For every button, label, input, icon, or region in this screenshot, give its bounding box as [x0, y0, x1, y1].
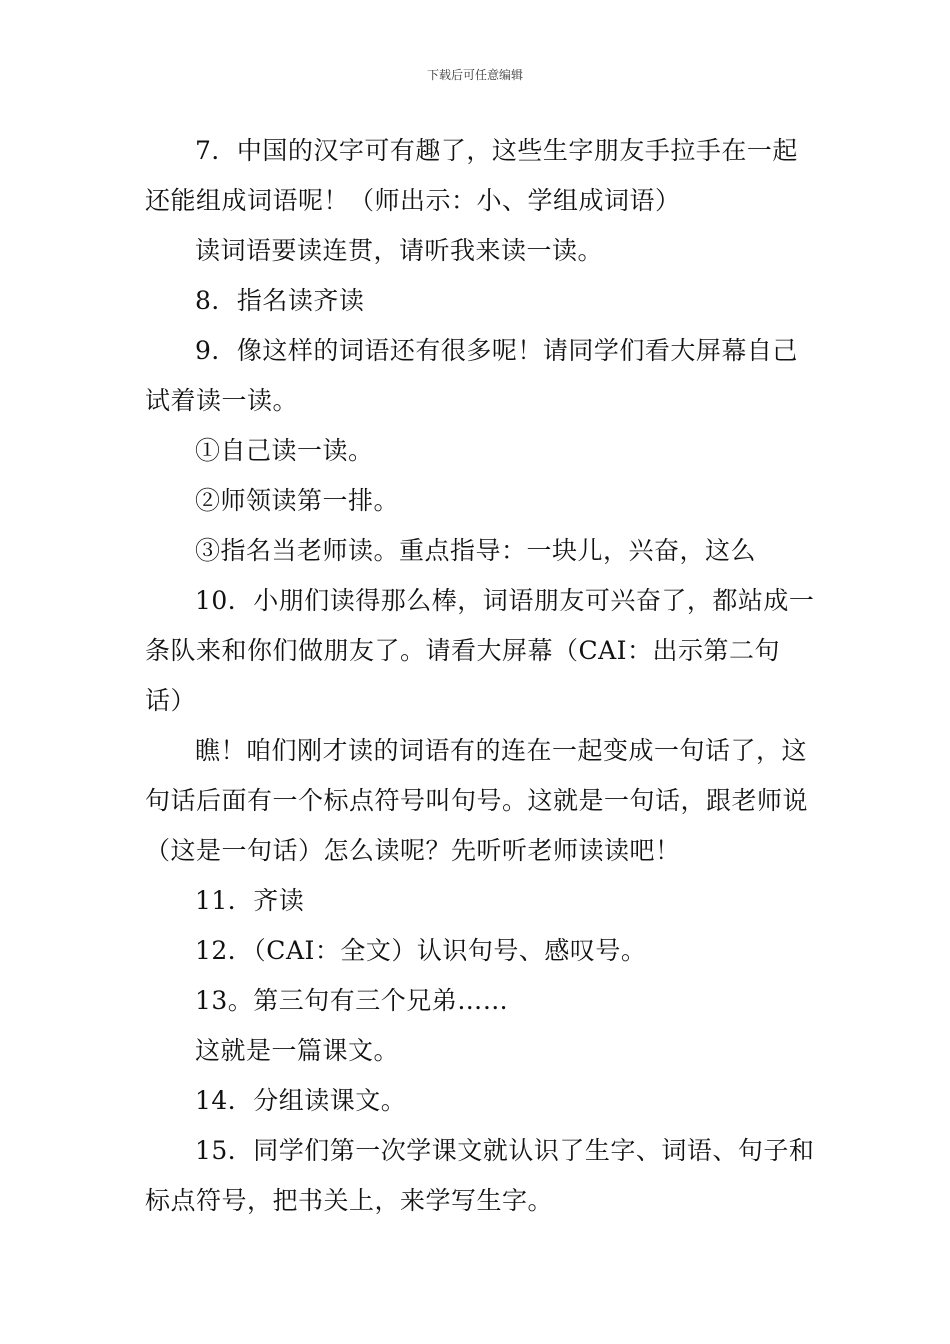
page-header: 下载后可任意编辑	[426, 68, 523, 82]
document-body	[145, 126, 815, 1226]
paragraph-9: 9．像这样的词语还有很多呢！请同学们看大屏幕自己试着读一读。	[145, 336, 798, 415]
paragraph-step-2: ②师领读第一排。	[195, 486, 400, 515]
paragraph-15: 15．同学们第一次学课文就认识了生字、词语、句子和标点符号，把书关上，来学写生字。	[145, 1136, 815, 1215]
paragraph-8: 8．指名读齐读	[195, 286, 365, 315]
paragraph-13: 13。第三句有三个兄弟……	[195, 986, 509, 1015]
paragraph-11: 11．齐读	[195, 886, 305, 915]
paragraph-10: 10．小朋们读得那么棒，词语朋友可兴奋了，都站成一条队来和你们做朋友了。请看大屏幕（CAI：出示第二句话）	[145, 586, 815, 715]
paragraph-7: 7．中国的汉字可有趣了，这些生字朋友手拉手在一起还能组成词语呢！（师出示：小、学组成词语）	[145, 136, 798, 215]
paragraph-read-words: 读词语要读连贯，请听我来读一读。	[195, 236, 604, 265]
paragraph-lesson: 这就是一篇课文。	[195, 1036, 400, 1065]
paragraph-step-1: ①自己读一读。	[195, 436, 374, 465]
paragraph-step-3: ③指名当老师读。重点指导：一块儿，兴奋，这么	[195, 536, 757, 565]
paragraph-12: 12．（CAI：全文）认识句号、感叹号。	[195, 936, 647, 965]
paragraph-sentence-intro: 瞧！咱们刚才读的词语有的连在一起变成一句话了，这句话后面有一个标点符号叫句号。这就是一句话，跟老师说（这是一句话）怎么读呢？先听听老师读读吧！	[145, 736, 809, 865]
paragraph-14: 14．分组读课文。	[195, 1086, 407, 1115]
